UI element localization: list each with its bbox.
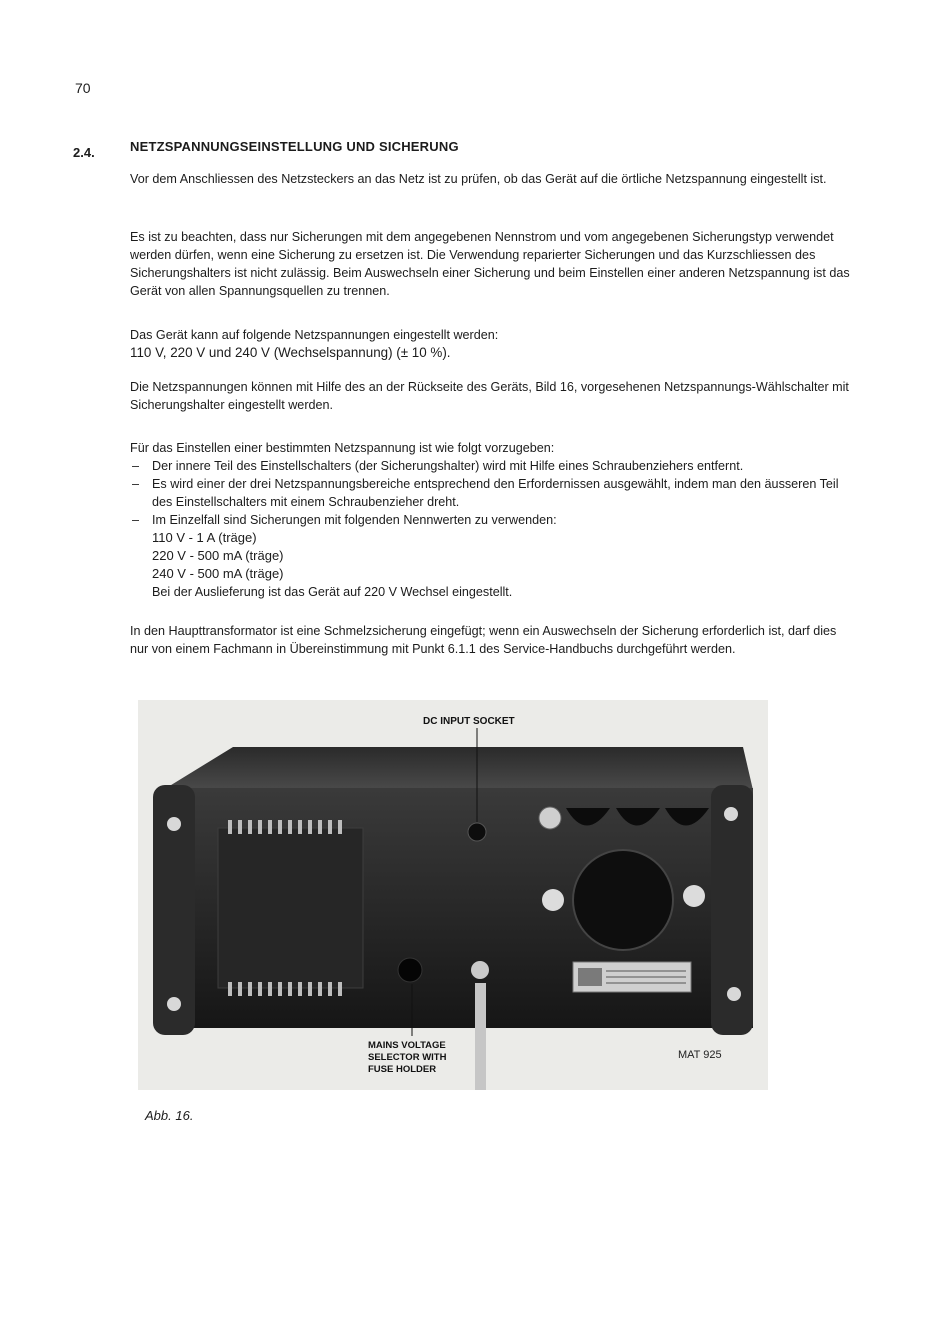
label-mains-3: FUSE HOLDER [368,1064,437,1075]
step-item [130,511,850,601]
step-text: Der innere Teil des Einstellschalters (der Sicherungshalter) wird mit Hilfe eines Schraubenziehers entfernt. [152,459,744,473]
voltages-values: 110 V, 220 V und 240 V (Wechselspannung) (± 10 %). [130,345,451,360]
figure-rear-panel [138,700,768,1090]
fuse-rating: 110 V - 1 A (träge) [152,530,257,545]
label-dc-input: DC INPUT SOCKET [423,716,515,727]
section-number: 2.4. [73,145,95,160]
mains-cable [475,983,486,1090]
paragraph-voltages [130,326,850,362]
figure-caption: Abb. 16. [145,1108,194,1123]
screw-icon [167,817,181,831]
rear-panel-photo [138,700,768,1090]
fuse-rating: 240 V - 500 mA (träge) [152,566,284,581]
screw-icon [724,807,738,821]
page-number: 70 [75,80,91,96]
procedure-steps [130,457,850,601]
procedure-intro: Für das Einstellen einer bestimmten Netzspannung ist wie folgt vorzugeben: [130,441,555,455]
dc-input-socket [468,823,486,841]
fuse-rating: 220 V - 500 mA (träge) [152,548,284,563]
housing-top [163,747,753,790]
heatsink [218,828,363,988]
step-text: Im Einzelfall sind Sicherungen mit folgenden Nennwerten zu verwenden: [152,513,557,527]
step-dash: – [132,459,140,473]
type-plate-logo [578,968,602,986]
terminal-knob [683,885,705,907]
section-title: NETZSPANNUNGSEINSTELLUNG UND SICHERUNG [130,139,459,154]
step-text: Es wird einer der drei Netzspannungsbereiche entsprechend den Erfordernissen ausgewählt, indem man den äusseren Teil des Einstellschalters mit einem Schraubenzieher dreht. [152,477,839,509]
mains-cable-entry [471,961,489,979]
voltages-intro: Das Gerät kann auf folgende Netzspannungen eingestellt werden: [130,328,499,342]
paragraph-transformer-fuse: In den Haupttransformator ist eine Schmelzsicherung eingefügt; wenn ein Auswechseln der Sicherung erforderlich ist, darf dies nur von einem Fachmann in Übereinstimmung mit Punkt 6.1.1 des Service-Handbuchs durchgeführt werden. [130,624,837,656]
fuse-holder [539,807,561,829]
label-mains-1: MAINS VOLTAGE [368,1040,446,1051]
fuse-list [152,529,850,583]
paragraph-check-voltage: Vor dem Anschliessen des Netzsteckers an das Netz ist zu prüfen, ob das Gerät auf die örtliche Netzspannung eingestellt ist. [130,172,827,186]
paragraph-procedure [130,439,850,601]
mains-voltage-selector [398,958,422,982]
figure-reference: MAT 925 [678,1049,722,1061]
step-dash: – [132,513,140,527]
delivery-note: Bei der Auslieferung ist das Gerät auf 220 V Wechsel eingestellt. [152,585,513,599]
step-item [130,475,850,511]
step-item [130,457,850,475]
paragraph-fuse-rules: Es ist zu beachten, dass nur Sicherungen mit dem angegebenen Nennstrom und vom angegebenen Sicherungstyp verwendet werden dürfen, wenn eine Sicherung zu ersetzen ist. Die Verwendung reparierter Sicherungen und das Kurzschliessen des Sicherungshalters ist nicht zulässig. Beim Auswechseln einer Sicherung und beim Einstellen einer anderen Netzspannung ist das Gerät von allen Spannungsquellen zu trennen. [130,230,850,298]
terminal-knob [542,889,564,911]
screw-icon [727,987,741,1001]
round-connector [573,850,673,950]
label-mains-2: SELECTOR WITH [368,1052,447,1063]
screw-icon [167,997,181,1011]
step-dash: – [132,477,140,491]
paragraph-selector: Die Netzspannungen können mit Hilfe des an der Rückseite des Geräts, Bild 16, vorgesehenen Netzspannungs-Wählschalter mit Sicherungshalter eingestellt werden. [130,380,849,412]
